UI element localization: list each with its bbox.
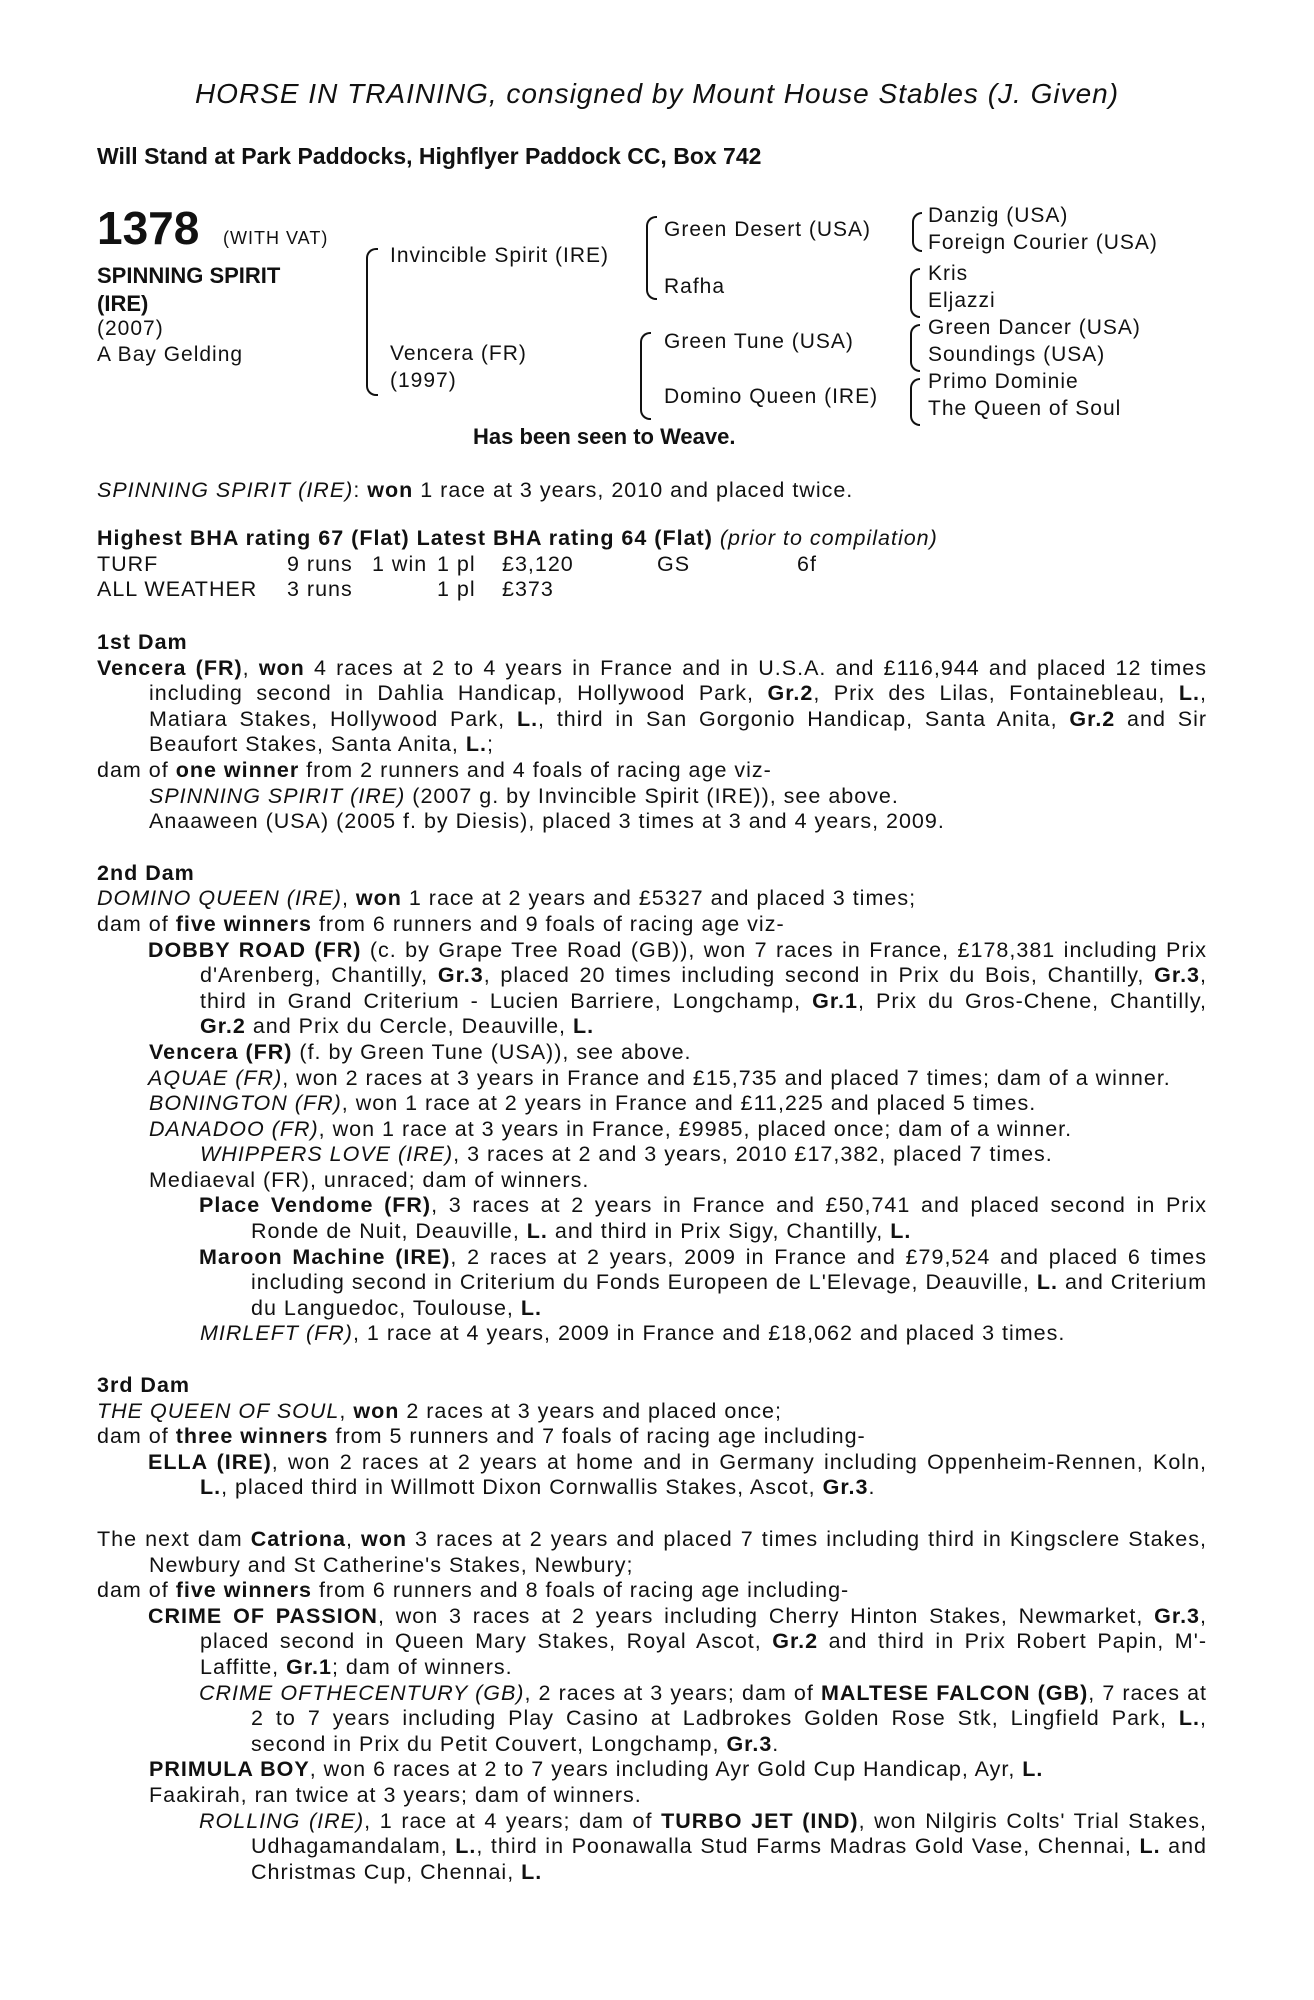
pedigree-brace [910, 324, 920, 372]
winners-count: five winners [175, 1578, 312, 1603]
summary-won: won [367, 478, 414, 502]
dam3-heading: 3rd Dam [97, 1373, 191, 1398]
foal-name: SPINNING SPIRIT (IRE) [149, 783, 406, 808]
runners-text: from 6 runners and 9 foals of racing age viz- [311, 911, 785, 936]
foal-text: , 1 race at 4 years, 2009 in France and £18,062 and placed 3 times. [352, 1321, 1066, 1346]
stats-wins [372, 577, 437, 603]
list-item [97, 1142, 1207, 1168]
nextdam-name: Catriona [250, 1527, 346, 1551]
pedigree-dam-sire: Green Tune (USA) [664, 330, 854, 353]
stats-runs: 3 runs [287, 577, 353, 602]
winners-count: one winner [175, 757, 300, 782]
foal-name: CRIME OF PASSION [148, 1603, 378, 1628]
pedigree-dam-year: (1997) [390, 369, 457, 392]
listed-label: L. [200, 1475, 222, 1500]
dam1-produce [97, 758, 1207, 784]
grade-label: Gr.3 [726, 1731, 773, 1756]
foal-text: , won 2 races at 3 years in France and £15,735 and placed 7 times; dam of a winner. [282, 1065, 1171, 1090]
foal-name: Place Vendome (FR) [199, 1193, 432, 1218]
list-item [97, 1604, 1207, 1681]
runners-text: from 5 runners and 7 foals of racing age including- [328, 1424, 866, 1449]
foal-name: DOBBY ROAD (FR) [148, 937, 362, 962]
foal-text: , won 2 races at 2 years at home and in Germany including Oppenheim-Rennen, Koln, [271, 1449, 1207, 1474]
dam-of-label: dam of [97, 1424, 176, 1449]
foal-text: , won 3 races at 2 years including Cherry Hinton Stakes, Newmarket, [377, 1603, 1155, 1628]
ratings-heading: Highest BHA rating 67 (Flat) Latest BHA rating 64 (Flat) [97, 526, 713, 550]
vat-note: (WITH VAT) [223, 228, 329, 248]
pedigree-dam-dam: Domino Queen (IRE) [664, 385, 879, 408]
foal-name: ELLA (IRE) [148, 1449, 272, 1474]
pedigree-sire-dam: Rafha [664, 275, 726, 298]
table-row [97, 577, 817, 603]
foal-text: and third in Prix Sigy, Chantilly, [547, 1219, 891, 1244]
runners-text: from 2 runners and 4 foals of racing age viz- [299, 757, 772, 782]
ratings-note: (prior to compilation) [712, 526, 938, 550]
pedigree-g4: Eljazzi [928, 289, 996, 312]
foal-text: , placed 20 times including second in Prix du Bois, Chantilly, [483, 963, 1155, 988]
foal-text: (f. by Green Tune (USA)), see above. [292, 1039, 692, 1064]
dam1-text: and Sir Beaufort Stakes, Santa Anita, [149, 706, 1207, 757]
foal-text: , won 1 race at 3 years in France, £9985, placed once; dam of a winner. [318, 1116, 1073, 1141]
pedigree-g5: Green Dancer (USA) [928, 316, 1141, 339]
nextdam-text: 3 races at 2 years and placed 7 times including third in Kingsclere Stakes, Newbury and St Catherine's Stakes, Newbury; [149, 1527, 1207, 1577]
dam2-record [97, 886, 1207, 912]
separator: , [345, 1527, 361, 1551]
foal-text: , placed third in Willmott Dixon Cornwallis Stakes, Ascot, [221, 1475, 823, 1500]
foal-text: . [772, 1731, 780, 1756]
stats-distance [797, 577, 817, 603]
dam3-record [97, 1399, 1207, 1425]
foal-text: and Christmas Cup, Chennai, [251, 1834, 1207, 1884]
dam1-text: ; [486, 732, 494, 757]
listed-label: L. [455, 1834, 477, 1859]
foal-name: MIRLEFT (FR) [200, 1321, 353, 1346]
list-item [97, 1321, 1207, 1347]
dam1-heading: 1st Dam [97, 630, 188, 654]
dam-of-label: dam of [97, 911, 176, 936]
foal-name: CRIME OFTHECENTURY (GB) [199, 1680, 525, 1705]
listed-label: L. [1022, 1757, 1044, 1782]
pedigree-brace [640, 332, 651, 420]
grade-label: Gr.2 [772, 1629, 819, 1654]
list-item [97, 1040, 1207, 1066]
foal-text: ; dam of winners. [331, 1654, 513, 1679]
grade-label: Gr.3 [437, 963, 484, 988]
list-item: Anaaween (USA) (2005 f. by Diesis), placed 3 times at 3 and 4 years, 2009. [149, 809, 945, 834]
list-item [97, 1066, 1207, 1092]
foal-name: BONINGTON (FR) [149, 1091, 342, 1116]
pedigree-g2: Foreign Courier (USA) [928, 231, 1158, 254]
listed-label: L. [1036, 1270, 1058, 1295]
grade-label: Gr.2 [767, 681, 814, 706]
foal-text: , third in Grand Criterium - Lucien Barriere, Longchamp, [200, 963, 1207, 1013]
foal-text: (2007 g. by Invincible Spirit (IRE)), see above. [405, 783, 899, 808]
table-row [97, 552, 817, 578]
dam1-record: Vencera (FR), won 4 races at 2 to 4 years in France and in U.S.A. and £116,944 and placed 12 times including second in Dahlia Handicap, Hollywood Park, Gr.2, Prix des Lilas, Fontainebleau, L., Matiara Stakes, Hollywood Park, L., third in San Gorgonio Handicap, Santa Anita, Gr.2 and Sir Beaufort Stakes, Santa Anita, L.; [97, 655, 1207, 757]
foal-text: , second in Prix du Petit Couvert, Longchamp, [251, 1706, 1207, 1756]
list-item [97, 1117, 1207, 1143]
foal-text: . [868, 1475, 876, 1500]
dam3-won: won [353, 1398, 400, 1423]
stats-going: GS [657, 551, 691, 576]
stand-location: Will Stand at Park Paddocks, Highflyer Paddock CC, Box 742 [97, 143, 762, 169]
stats-table [97, 552, 817, 603]
foal-text: , 3 races at 2 and 3 years, 2010 £17,382, placed 7 times. [453, 1142, 1053, 1167]
list-item [97, 1193, 1207, 1244]
pedigree-brace [366, 248, 378, 396]
foal-text: and Criterium du Languedoc, Toulouse, [251, 1270, 1208, 1320]
pedigree-g8: The Queen of Soul [928, 397, 1122, 420]
foal-text: , won 6 races at 2 to 7 years including Ayr Gold Cup Handicap, Ayr, [309, 1757, 1023, 1782]
winners-count: five winners [175, 911, 312, 936]
dam1-text: , third in San Gorgonio Handicap, Santa Anita, [538, 706, 1070, 731]
nextdam-produce [97, 1578, 1207, 1604]
foal-text: , 1 race at 4 years; dam of [364, 1808, 662, 1833]
race-summary [97, 478, 1207, 504]
horse-name-line1: SPINNING SPIRIT [97, 263, 281, 288]
stats-distance: 6f [797, 551, 817, 576]
list-item [97, 1757, 1207, 1783]
dam1-name: Vencera (FR) [97, 655, 243, 680]
stats-prize: £373 [502, 577, 554, 602]
foal-name: PRIMULA BOY [149, 1757, 310, 1782]
dam3-produce [97, 1424, 1207, 1450]
pedigree-sire-sire: Green Desert (USA) [664, 218, 872, 241]
list-item [97, 1245, 1207, 1322]
dam3-name: THE QUEEN OF SOUL [97, 1398, 340, 1423]
list-item [97, 1809, 1207, 1886]
horse-name-line2: (IRE) [97, 291, 149, 316]
grade-label: Gr.3 [822, 1475, 869, 1500]
separator: , [341, 886, 356, 911]
grade-label: Gr.1 [812, 988, 858, 1013]
list-item: Mediaeval (FR), unraced; dam of winners. [149, 1167, 590, 1192]
foal-name: WHIPPERS LOVE (IRE) [200, 1142, 454, 1167]
foal-text: , placed second in Queen Mary Stakes, Royal Ascot, [200, 1603, 1207, 1654]
listed-label: L. [1139, 1834, 1161, 1859]
pedigree-sire: Invincible Spirit (IRE) [390, 244, 610, 267]
stats-wins: 1 win [372, 551, 428, 576]
nextdam-won: won [360, 1527, 407, 1551]
weave-note: Has been seen to Weave. [473, 424, 736, 449]
dam2-won: won [355, 886, 402, 911]
dam1-text: 4 races at 2 to 4 years in France and in U.S.A. and £116,944 and placed 12 times including second in Dahlia Handicap, Hollywood Park, [149, 655, 1207, 706]
foal-text: (c. by Grape Tree Road (GB)), won 7 races in France, £178,381 including Prix d'Arenberg, Chantilly, [200, 937, 1207, 988]
foal-text: , third in Poonawalla Stud Farms Madras Gold Vase, Chennai, [476, 1834, 1140, 1859]
pedigree-g7: Primo Dominie [928, 370, 1079, 393]
pedigree-g3: Kris [928, 262, 969, 285]
dam1-won: won [258, 655, 305, 680]
foal-name: ROLLING (IRE) [199, 1808, 365, 1833]
pedigree-g1: Danzig (USA) [928, 204, 1069, 227]
nextdam-record [97, 1527, 1207, 1578]
foal-name: Vencera (FR) [149, 1039, 293, 1064]
stats-placed: 1 pl [437, 551, 476, 576]
listed-label: L. [521, 1859, 543, 1884]
foal-text: , 2 races at 2 years, 2009 in France and £79,524 and placed 6 times including second in Criterium du Fonds Europeen de L'Elevage, Deauville, [251, 1244, 1208, 1295]
foal-name: MALTESE FALCON (GB) [820, 1680, 1089, 1705]
foal-text: , 7 races at 2 to 7 years including Play Casino at Ladbrokes Golden Rose Stk, Lingfield Park, [251, 1680, 1208, 1731]
dam2-name: DOMINO QUEEN (IRE) [97, 886, 342, 911]
ratings-block [97, 526, 1207, 603]
stats-prize: £3,120 [502, 551, 574, 576]
pedigree-g6: Soundings (USA) [928, 343, 1106, 366]
stats-runs: 9 runs [287, 551, 353, 576]
pedigree-brace [912, 212, 922, 252]
grade-label: Gr.1 [286, 1654, 332, 1679]
dam3-text: 2 races at 3 years and placed once; [399, 1398, 782, 1423]
stats-surface: TURF [97, 551, 159, 576]
grade-label: Gr.2 [1069, 706, 1116, 731]
horse-info [97, 316, 243, 368]
foal-name: TURBO JET (IND) [661, 1808, 859, 1833]
listed-label: L. [1178, 1706, 1201, 1731]
consignor-title: HORSE IN TRAINING, consigned by Mount House Stables (J. Given) [194, 78, 1120, 109]
pedigree-brace [910, 378, 920, 426]
foal-text: , won Nilgiris Colts' Trial Stakes, Udhagamandalam, [251, 1808, 1207, 1859]
grade-label: Gr.2 [200, 1014, 246, 1039]
dam-of-label: dam of [97, 757, 176, 782]
list-item [97, 784, 1207, 810]
foal-text: and Prix du Cercle, Deauville, [245, 1014, 574, 1039]
foal-name: AQUAE (FR) [148, 1065, 283, 1090]
list-item: Faakirah, ran twice at 3 years; dam of winners. [149, 1782, 642, 1807]
winners-count: three winners [175, 1424, 329, 1449]
dam-of-label: dam of [97, 1578, 176, 1603]
dam2-produce [97, 912, 1207, 938]
stats-surface: ALL WEATHER [97, 577, 258, 602]
foal-name: DANADOO (FR) [149, 1116, 319, 1141]
listed-label: L. [890, 1219, 912, 1244]
grade-label: Gr.3 [1154, 963, 1201, 988]
listed-label: L. [573, 1014, 595, 1039]
listed-label: L. [1178, 681, 1201, 706]
foal-text: , Prix du Gros-Chene, Chantilly, [858, 988, 1207, 1013]
dam1-text: , Prix des Lilas, Fontainebleau, [813, 681, 1179, 706]
stats-going [657, 577, 797, 603]
list-item [97, 1681, 1207, 1758]
list-item [97, 1091, 1207, 1117]
foal-text: , 3 races at 2 years in France and £50,741 and placed second in Prix Ronde de Nuit, Deauville, [251, 1193, 1207, 1244]
listed-label: L. [516, 706, 539, 731]
foal-name: Maroon Machine (IRE) [199, 1244, 451, 1269]
pedigree-brace [646, 216, 657, 300]
foal-text: and third in Prix Robert Papin, M'-Laffitte, [200, 1629, 1207, 1679]
listed-label: L. [465, 732, 487, 757]
pedigree-dam: Vencera (FR) [390, 342, 527, 365]
dam2-heading: 2nd Dam [97, 860, 195, 885]
listed-label: L. [526, 1219, 548, 1244]
foal-text: , 2 races at 3 years; dam of [524, 1680, 821, 1705]
grade-label: Gr.3 [1154, 1603, 1201, 1628]
lot-number: 1378 [97, 202, 200, 254]
stats-placed: 1 pl [437, 577, 476, 602]
horse-name [97, 262, 280, 318]
list-item [97, 1450, 1207, 1501]
list-item [97, 938, 1207, 1040]
runners-text: from 6 runners and 8 foals of racing age including- [311, 1578, 850, 1603]
nextdam-intro: The next dam [97, 1527, 251, 1551]
summary-horse-name: SPINNING SPIRIT (IRE) [97, 478, 354, 502]
foal-text: , won 1 race at 2 years in France and £11,225 and placed 5 times. [341, 1091, 1037, 1116]
summary-colon: : [353, 478, 368, 502]
listed-label: L. [520, 1295, 542, 1320]
dam1-text: , Matiara Stakes, Hollywood Park, [149, 681, 1207, 731]
foaling-year: (2007) [97, 317, 164, 340]
pedigree-brace [910, 268, 920, 318]
dam-sections [97, 630, 1207, 1885]
horse-description: A Bay Gelding [97, 343, 244, 366]
summary-rest: 1 race at 3 years, 2010 and placed twice. [413, 478, 854, 502]
dam2-text: 1 race at 2 years and £5327 and placed 3 times; [401, 886, 917, 911]
separator: , [339, 1398, 354, 1423]
